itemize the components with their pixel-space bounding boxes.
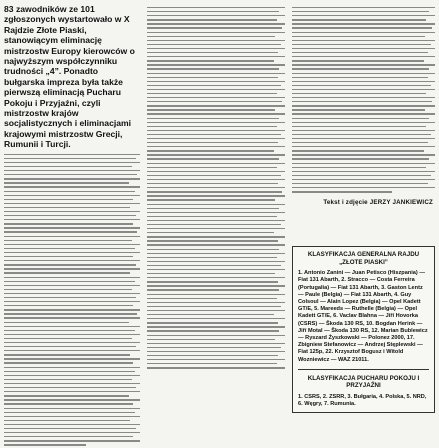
article-byline: Tekst i zdjęcie JERZY JANKIEWICZ [323, 198, 433, 206]
results-box [292, 246, 435, 413]
article-lead: 83 zawodników ze 101 zgłoszonych wystartowało w X Rajdzie Złote Piaski, stanowiącym eliminację mistrzostw Europy kierowców o najwyższym współczynniku trudności „4”. Ponadto bułgarska impreza była także pierwszą eliminacją Pucharu Pokoju i Przyjaźni, czyli mistrzostw krajów socjalistycznych i eliminacjami krajowymi mistrzostw Grecji, Rumunii i Turcji. [4, 4, 135, 150]
general-classification-heading: KLASYFIKACJA GENERALNA RAJDU „ZŁOTE PIASKI” [307, 251, 420, 266]
peace-cup-heading: KLASYFIKACJA PUCHARU POKOJU I PRZYJAŹNI [307, 374, 420, 390]
general-classification-text: 1. Antonio Zanini — Juan Petisco (Hiszpania) — Fiat 131 Abarth, 2. Stracco — Costa Ferreira (Portugalia) — Fiat 131 Abarth, 3. Gaston Lentz — Paule (Belgia) — Fiat 131 Abarth, 4. Guy Colsoul — Alain Lopez (Belgia) — Opel Kadett GT/E, 5. Mareeds — Ruthelle (Belgia) — Opel Kadett GT/E, 6. Vaclav Blahna — Jiří Hovorka (CSRS) — Škoda 130 RS, 10. Bogdan Herink — Jiří Motal — Škoda 130 RS, 12. Marian Bublewicz — Ryszard Żyszkowski — Polonez 2000, 17. Zbigniew Stefanowicz — Andrzej Stęplewski — Fiat 125p, 22. Krzysztof Bogusz i Witold Wozniewicz — WAZ 21011. [298, 270, 428, 363]
article-body-block [4, 154, 140, 446]
peace-cup-text: 1. CSRS, 2. ZSRR, 3. Bułgaria, 4. Polska, 5. NRD, 6. Węgry, 7. Rumunia. [298, 394, 427, 408]
article-column-1 [4, 4, 140, 448]
article-column-3 [292, 4, 435, 212]
article-body-block [292, 7, 435, 193]
article-column-2 [147, 4, 285, 371]
article-body-block [147, 7, 285, 369]
results-divider [298, 369, 429, 370]
